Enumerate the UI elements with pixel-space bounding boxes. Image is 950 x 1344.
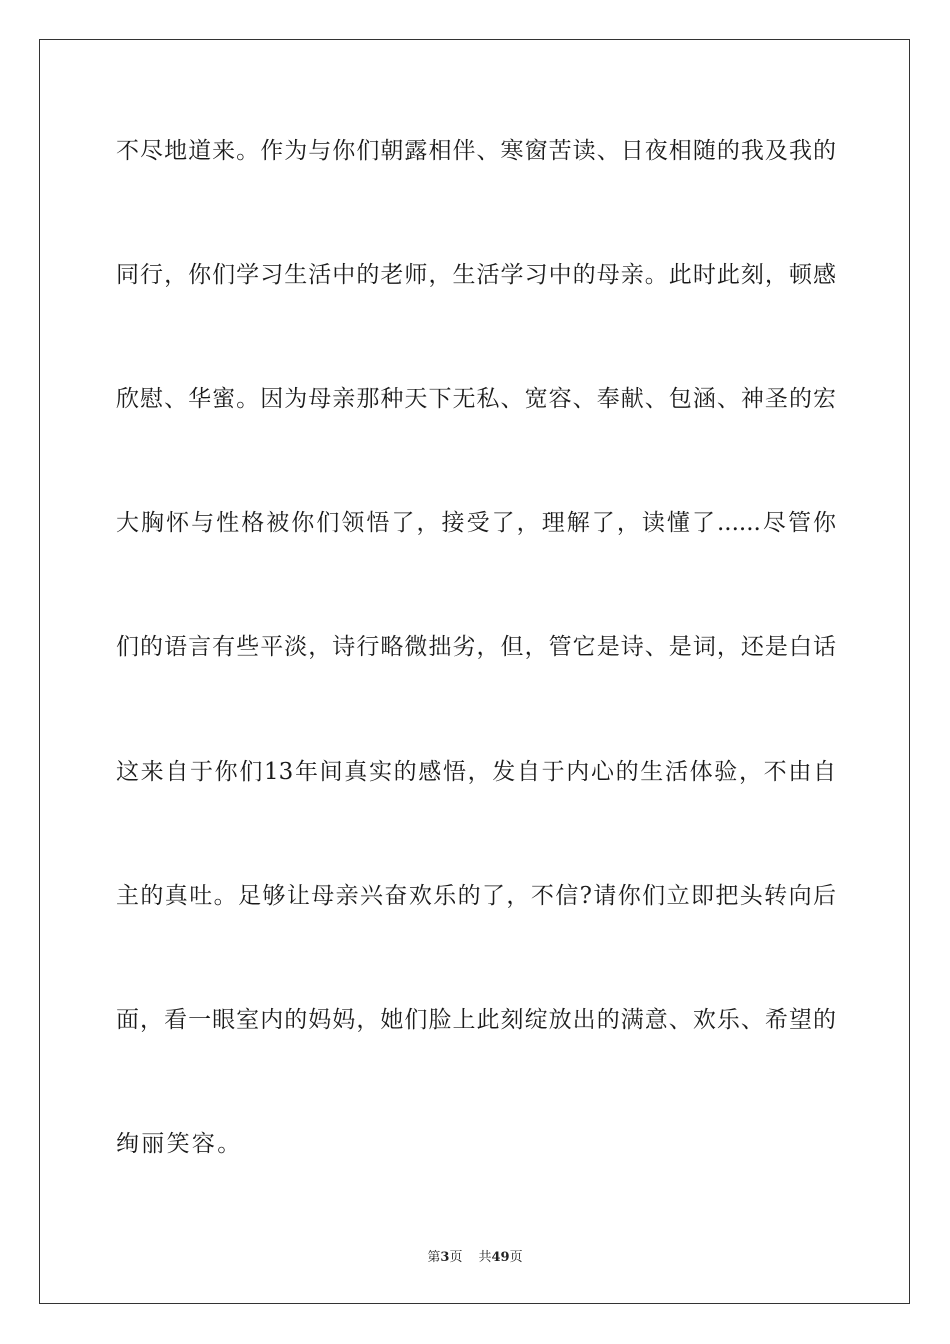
page-prefix: 第 <box>427 1250 441 1265</box>
body-text-line: 这来自于你们13年间真实的感悟，发自于内心的生活体验，不由自 <box>116 759 836 785</box>
page-frame <box>39 39 910 1304</box>
body-text-line: 不尽地道来。作为与你们朝露相伴、寒窗苦读、日夜相随的我及我的 <box>116 138 836 164</box>
total-prefix: 共 <box>478 1250 492 1265</box>
body-text-line: 同行，你们学习生活中的老师，生活学习中的母亲。此时此刻，顿感 <box>116 262 836 288</box>
page-number: 3 <box>440 1250 450 1265</box>
page-suffix: 页 <box>449 1250 463 1265</box>
body-text-line: 绚丽笑容。 <box>116 1131 243 1157</box>
total-pages: 49 <box>491 1250 510 1265</box>
body-text-line: 们的语言有些平淡，诗行略微拙劣，但，管它是诗、是词，还是白话 <box>116 634 836 660</box>
page-footer <box>0 1246 950 1265</box>
body-text-line: 面，看一眼室内的妈妈，她们脸上此刻绽放出的满意、欢乐、希望的 <box>116 1007 836 1033</box>
body-text-line: 主的真吐。足够让母亲兴奋欢乐的了，不信?请你们立即把头转向后 <box>116 883 836 909</box>
body-text-line: 欣慰、华蜜。因为母亲那种天下无私、宽容、奉献、包涵、神圣的宏 <box>116 386 836 412</box>
total-suffix: 页 <box>509 1250 523 1265</box>
body-text-line: 大胸怀与性格被你们领悟了，接受了，理解了，读懂了......尽管你 <box>116 510 836 536</box>
